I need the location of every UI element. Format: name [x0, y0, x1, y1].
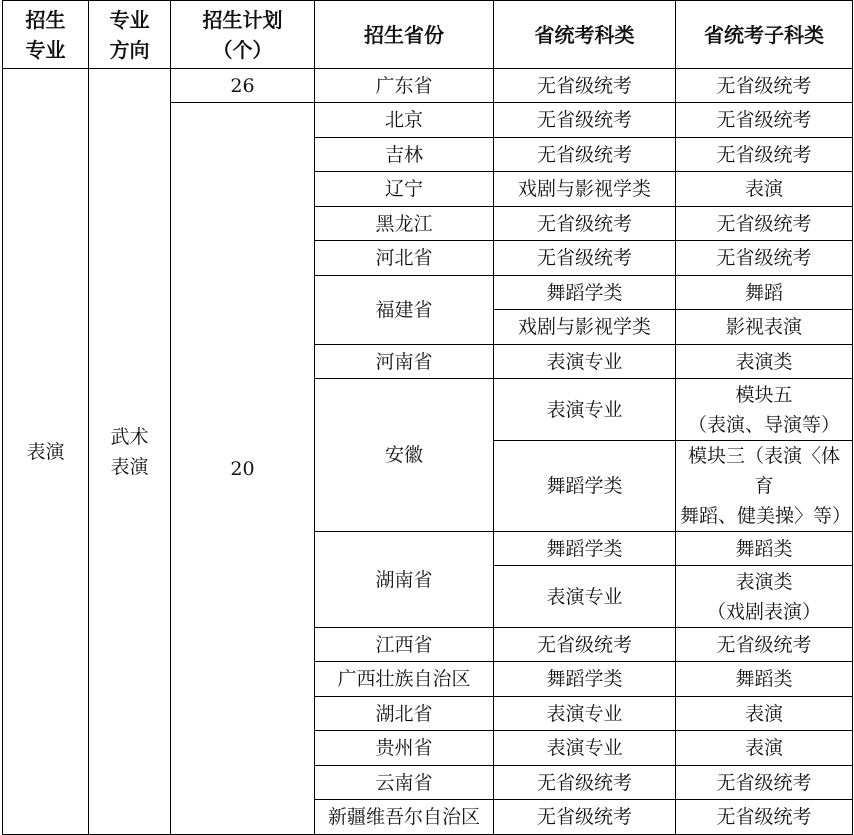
province-cell: 北京	[315, 103, 494, 138]
category-cell: 表演专业	[494, 697, 676, 731]
category-cell: 舞蹈学类	[494, 532, 676, 566]
category-cell: 表演专业	[494, 379, 676, 441]
category-cell: 无省级统考	[494, 138, 676, 172]
header-province: 招生省份	[315, 1, 494, 69]
category-cell: 戏剧与影视学类	[494, 310, 676, 345]
subcategory-cell: 表演	[676, 697, 853, 731]
subcategory-cell: 无省级统考	[676, 800, 853, 835]
province-cell: 河北省	[315, 241, 494, 276]
subcategory-cell: 影视表演	[676, 310, 853, 345]
province-cell: 河南省	[315, 345, 494, 379]
header-exam-category: 省统考科类	[494, 1, 676, 69]
header-major: 招生 专业	[3, 1, 89, 69]
category-cell: 无省级统考	[494, 207, 676, 241]
direction-cell: 武术 表演	[89, 69, 171, 835]
province-cell: 广西壮族自治区	[315, 662, 494, 697]
subcategory-cell: 无省级统考	[676, 207, 853, 241]
province-cell: 湖南省	[315, 532, 494, 628]
category-cell: 无省级统考	[494, 628, 676, 662]
province-cell: 辽宁	[315, 172, 494, 207]
admission-plan-table	[2, 0, 853, 835]
subcategory-cell: 无省级统考	[676, 69, 853, 103]
subcategory-cell: 模块五 （表演、导演等）	[676, 379, 853, 441]
subcategory-cell: 无省级统考	[676, 766, 853, 800]
category-cell: 舞蹈学类	[494, 441, 676, 532]
category-cell: 戏剧与影视学类	[494, 172, 676, 207]
province-cell: 福建省	[315, 276, 494, 345]
province-cell: 贵州省	[315, 731, 494, 766]
subcategory-cell: 表演类 （戏剧表演）	[676, 566, 853, 628]
category-cell: 无省级统考	[494, 69, 676, 103]
subcategory-cell: 无省级统考	[676, 241, 853, 276]
province-cell: 新疆维吾尔自治区	[315, 800, 494, 835]
category-cell: 无省级统考	[494, 103, 676, 138]
category-cell: 舞蹈学类	[494, 662, 676, 697]
province-cell: 广东省	[315, 69, 494, 103]
major-cell: 表演	[3, 69, 89, 835]
subcategory-cell: 无省级统考	[676, 628, 853, 662]
subcategory-cell: 模块三（表演〈体育 舞蹈、健美操〉等）	[676, 441, 853, 532]
subcategory-cell: 舞蹈类	[676, 532, 853, 566]
category-cell: 无省级统考	[494, 800, 676, 835]
subcategory-cell: 表演	[676, 172, 853, 207]
header-row	[3, 1, 853, 69]
province-cell: 湖北省	[315, 697, 494, 731]
plan-cell-other: 20	[171, 103, 315, 835]
category-cell: 无省级统考	[494, 241, 676, 276]
subcategory-cell: 表演	[676, 731, 853, 766]
category-cell: 舞蹈学类	[494, 276, 676, 310]
plan-cell-guangdong: 26	[171, 69, 315, 103]
category-cell: 表演专业	[494, 566, 676, 628]
header-exam-subcategory: 省统考子科类	[676, 1, 853, 69]
province-cell: 江西省	[315, 628, 494, 662]
province-cell: 云南省	[315, 766, 494, 800]
subcategory-cell: 舞蹈类	[676, 662, 853, 697]
province-cell: 安徽	[315, 379, 494, 532]
header-direction: 专业 方向	[89, 1, 171, 69]
category-cell: 无省级统考	[494, 766, 676, 800]
subcategory-cell: 表演类	[676, 345, 853, 379]
subcategory-cell: 无省级统考	[676, 103, 853, 138]
category-cell: 表演专业	[494, 345, 676, 379]
province-cell: 黑龙江	[315, 207, 494, 241]
table-row	[3, 69, 853, 103]
province-cell: 吉林	[315, 138, 494, 172]
category-cell: 表演专业	[494, 731, 676, 766]
subcategory-cell: 舞蹈	[676, 276, 853, 310]
subcategory-cell: 无省级统考	[676, 138, 853, 172]
header-plan: 招生计划 （个）	[171, 1, 315, 69]
